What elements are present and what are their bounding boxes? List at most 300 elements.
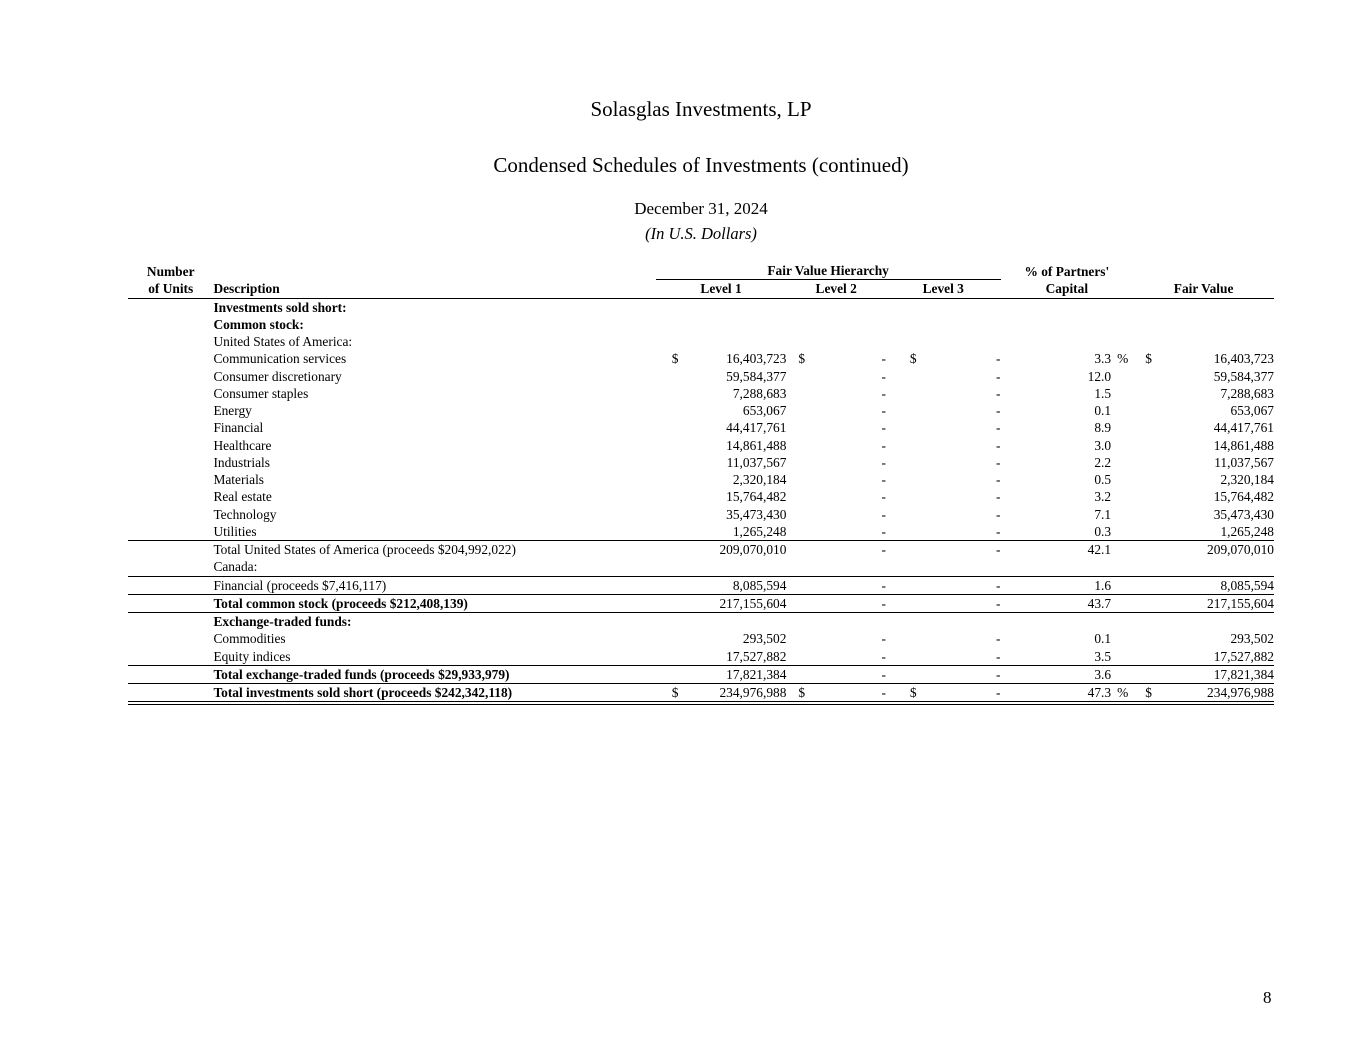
currency-sign [886, 419, 914, 436]
units-value [128, 665, 213, 683]
percent-sign [1111, 523, 1133, 541]
units-header-line2: of Units [128, 280, 213, 298]
level3-value [914, 298, 1000, 316]
level2-value [814, 333, 886, 350]
row-label: United States of America: [213, 334, 353, 349]
percent-value: 3.6 [1001, 665, 1112, 683]
currency-sign [886, 558, 914, 576]
row-label: Exchange-traded funds: [213, 614, 352, 629]
percent-sign [1111, 316, 1133, 333]
row-label: Communication services [213, 351, 347, 367]
percent-sign [1111, 488, 1133, 505]
currency-sign [886, 594, 914, 612]
level3-value: - [996, 403, 1001, 418]
currency-sign [786, 368, 813, 385]
percent-value: 0.3 [1094, 523, 1112, 539]
table-row [128, 684, 1274, 704]
currency-sign [656, 419, 681, 436]
percent-sign [1111, 630, 1133, 647]
currency-sign [1133, 298, 1161, 316]
fair-value: 217,155,604 [1161, 594, 1274, 612]
table-row [128, 523, 1274, 541]
level2-value: - [881, 523, 886, 539]
percent-sign [1111, 437, 1133, 454]
fair-value: 209,070,010 [1161, 541, 1274, 559]
table-row [128, 576, 1274, 594]
currency-sign [886, 523, 914, 541]
currency-sign [656, 523, 681, 541]
schedule-body [128, 298, 1274, 703]
level3-value: - [914, 665, 1000, 683]
level3-value: - [914, 541, 1000, 559]
level3-header: Level 3 [886, 280, 1001, 298]
units-value [128, 613, 213, 631]
row-label: Canada: [213, 559, 258, 575]
row-label: Utilities [213, 523, 257, 539]
row-label: Financial [213, 420, 264, 436]
currency-sign [886, 488, 914, 505]
units-value [128, 333, 213, 350]
currency-sign [886, 368, 914, 385]
level3-value: - [996, 648, 1001, 664]
table-row [128, 471, 1274, 488]
currency-sign [1133, 576, 1161, 594]
level3-value: - [996, 351, 1001, 367]
currency-sign [786, 385, 813, 402]
currency-sign [656, 488, 681, 505]
level2-value: - [881, 420, 886, 436]
currency-sign [1133, 368, 1161, 385]
level2-value: - [881, 351, 886, 367]
table-row [128, 454, 1274, 471]
level1-value [681, 558, 787, 576]
row-label: Consumer discretionary [213, 368, 342, 384]
currency-note: (In U.S. Dollars) [645, 224, 757, 243]
currency-sign [886, 298, 914, 316]
fair-value: 17,527,882 [1213, 648, 1274, 664]
fair-value: 17,821,384 [1161, 665, 1274, 683]
level1-value [681, 613, 787, 631]
currency-sign [1133, 506, 1161, 523]
table-row [128, 630, 1274, 647]
row-label: Real estate [213, 489, 272, 505]
currency-sign [786, 558, 813, 576]
currency-sign [786, 594, 813, 612]
table-row [128, 333, 1274, 350]
units-value [128, 419, 213, 436]
currency-sign [656, 298, 681, 316]
currency-sign [886, 454, 914, 471]
currency-sign [1133, 419, 1161, 436]
currency-sign [786, 419, 813, 436]
table-row [128, 368, 1274, 385]
page-title: Solasglas Investments, LP [590, 97, 812, 121]
level3-value: - [996, 437, 1001, 453]
level1-header: Level 1 [656, 280, 787, 298]
row-label: Total common stock (proceeds $212,408,139) [213, 594, 655, 612]
percent-value: 42.1 [1001, 541, 1112, 559]
header-spacer [213, 262, 655, 280]
percent-sign [1111, 648, 1133, 666]
percent-value: 3.3 [1094, 351, 1112, 367]
currency-sign [786, 541, 813, 559]
currency-sign [786, 630, 813, 647]
percent-value: 8.9 [1094, 420, 1112, 436]
table-row [128, 298, 1274, 316]
currency-sign [886, 316, 914, 333]
percent-value: 3.2 [1094, 489, 1112, 505]
currency-sign [656, 385, 681, 402]
currency-sign [656, 541, 681, 559]
description-header: Description [213, 280, 655, 298]
table-row [128, 385, 1274, 402]
units-value [128, 506, 213, 523]
units-value [128, 385, 213, 402]
fair-value: 653,067 [1230, 403, 1274, 418]
currency-sign [1133, 333, 1161, 350]
currency-sign [786, 437, 813, 454]
percent-sign [1111, 471, 1133, 488]
page-subtitle: Condensed Schedules of Investments (continued) [493, 153, 909, 177]
report-date: December 31, 2024 [634, 199, 768, 218]
currency-sign [656, 665, 681, 683]
level2-value: - [881, 454, 886, 470]
fair-value: 14,861,488 [1213, 437, 1274, 453]
percent-sign [1111, 665, 1133, 683]
level2-value: - [881, 631, 886, 647]
fair-value [1161, 316, 1274, 333]
currency-sign [1133, 630, 1161, 647]
table-row [128, 488, 1274, 505]
level1-value: 59,584,377 [726, 368, 787, 384]
header-spacer [1133, 262, 1274, 280]
units-value [128, 576, 213, 594]
percent-value: 2.2 [1094, 454, 1112, 470]
percent-value [1001, 333, 1112, 350]
header-row-columns [128, 280, 1274, 298]
percent-sign [1111, 385, 1133, 402]
level3-value [914, 316, 1000, 333]
percent-sign: % [1111, 684, 1133, 704]
fair-value: 293,502 [1230, 631, 1274, 647]
fair-value: 15,764,482 [1213, 489, 1274, 505]
currency-sign [786, 648, 813, 666]
fair-value: 1,265,248 [1220, 523, 1274, 539]
currency-sign [786, 333, 813, 350]
level3-value: - [914, 684, 1000, 704]
row-label: Energy [213, 403, 252, 418]
currency-sign [886, 576, 914, 594]
row-label: Investments sold short: [213, 299, 347, 315]
level2-value: - [881, 368, 886, 384]
percent-value: 43.7 [1001, 594, 1112, 612]
percent-value: 0.5 [1094, 472, 1112, 487]
level3-value: - [914, 594, 1000, 612]
units-value [128, 402, 213, 419]
percent-sign: % [1117, 351, 1129, 367]
units-value [128, 298, 213, 316]
units-value [128, 454, 213, 471]
units-value [128, 523, 213, 541]
currency-sign [886, 506, 914, 523]
level1-value: 1,265,248 [732, 523, 787, 539]
units-value [128, 488, 213, 505]
currency-sign [886, 385, 914, 402]
level2-value: - [881, 385, 886, 401]
currency-sign [656, 471, 681, 488]
fair-value: 35,473,430 [1213, 506, 1274, 522]
level1-value: 14,861,488 [726, 437, 787, 453]
level2-value: - [814, 576, 886, 594]
currency-sign [886, 648, 914, 666]
percent-sign [1111, 613, 1133, 631]
level1-value: 217,155,604 [681, 594, 787, 612]
units-value [128, 541, 213, 559]
table-row [128, 506, 1274, 523]
currency-sign [1133, 594, 1161, 612]
currency-sign [886, 437, 914, 454]
level2-value [814, 613, 886, 631]
currency-sign [786, 665, 813, 683]
table-row [128, 316, 1274, 333]
currency-sign [1133, 665, 1161, 683]
level1-value: 17,527,882 [726, 648, 787, 664]
level1-value: 35,473,430 [726, 506, 787, 522]
fair-value [1161, 298, 1274, 316]
units-value [128, 684, 213, 704]
level3-value [914, 333, 1000, 350]
partners-capital-header-line1: % of Partners' [1024, 263, 1110, 279]
units-value [128, 437, 213, 454]
units-value [128, 471, 213, 488]
currency-sign [656, 630, 681, 647]
percent-value: 3.0 [1094, 437, 1112, 453]
units-value [128, 350, 213, 367]
currency-sign [786, 613, 813, 631]
currency-sign [886, 541, 914, 559]
level3-value: - [996, 420, 1001, 436]
fair-value [1161, 333, 1274, 350]
currency-sign [886, 402, 914, 419]
currency-sign [1133, 385, 1161, 402]
units-value [128, 594, 213, 612]
level3-value: - [996, 631, 1001, 647]
currency-sign [786, 523, 813, 541]
level1-value: 293,502 [742, 631, 787, 647]
fair-value: 8,085,594 [1161, 576, 1274, 594]
page-number: 8 [1263, 988, 1272, 1007]
investment-schedule-table [128, 262, 1274, 705]
currency-sign [1133, 488, 1161, 505]
level1-value: 7,288,683 [732, 385, 787, 401]
header-row-group [128, 262, 1274, 280]
level2-value: - [881, 472, 886, 487]
percent-sign [1111, 594, 1133, 612]
level1-value: 8,085,594 [681, 576, 787, 594]
units-header-line1: Number [146, 263, 195, 279]
level1-value: 11,037,567 [726, 454, 787, 470]
level1-value: 234,976,988 [681, 684, 787, 704]
currency-sign [786, 488, 813, 505]
row-label: Equity indices [213, 648, 291, 664]
currency-sign [1133, 402, 1161, 419]
currency-sign: $ [798, 351, 806, 367]
currency-sign: $ [886, 684, 914, 704]
currency-sign [656, 402, 681, 419]
level3-value: - [996, 454, 1001, 470]
percent-sign [1111, 333, 1133, 350]
percent-sign [1111, 454, 1133, 471]
fair-value: 16,403,723 [1213, 351, 1274, 367]
level1-value: 16,403,723 [726, 351, 787, 367]
document-page [128, 0, 1274, 705]
currency-sign: $ [656, 684, 681, 704]
percent-value [1001, 316, 1112, 333]
row-label: Total United States of America (proceeds $204,992,022) [213, 541, 655, 559]
currency-sign [656, 454, 681, 471]
currency-sign [786, 576, 813, 594]
fair-value-hierarchy-header: Fair Value Hierarchy [656, 262, 1001, 280]
currency-sign [656, 333, 681, 350]
fair-value: 59,584,377 [1213, 368, 1274, 384]
currency-sign [786, 506, 813, 523]
currency-sign [886, 471, 914, 488]
row-label: Industrials [213, 454, 270, 470]
fair-value: 234,976,988 [1161, 684, 1274, 704]
currency-sign [1133, 316, 1161, 333]
percent-value: 1.5 [1094, 385, 1112, 401]
units-value [128, 648, 213, 666]
fair-value: 11,037,567 [1214, 454, 1274, 470]
units-value [128, 630, 213, 647]
currency-sign [656, 576, 681, 594]
currency-sign [656, 368, 681, 385]
level3-value: - [996, 385, 1001, 401]
table-row [128, 648, 1274, 666]
level1-value: 44,417,761 [726, 420, 787, 436]
currency-sign [886, 630, 914, 647]
level1-value: 17,821,384 [681, 665, 787, 683]
currency-sign [1133, 541, 1161, 559]
level2-value [814, 558, 886, 576]
percent-sign [1111, 558, 1133, 576]
currency-sign [1133, 558, 1161, 576]
currency-sign: $ [1145, 351, 1152, 367]
currency-sign [656, 558, 681, 576]
row-label: Technology [213, 506, 277, 522]
table-row [128, 665, 1274, 683]
currency-sign: $ [671, 351, 679, 367]
level2-header: Level 2 [786, 280, 886, 298]
currency-sign [656, 506, 681, 523]
row-label: Materials [213, 472, 265, 487]
level1-value [681, 333, 787, 350]
level3-value: - [914, 576, 1000, 594]
level1-value: 653,067 [742, 403, 787, 418]
percent-sign [1111, 368, 1133, 385]
row-label: Common stock: [213, 316, 304, 332]
fair-value: 44,417,761 [1213, 420, 1274, 436]
level2-value [814, 298, 886, 316]
units-value [128, 368, 213, 385]
row-label: Consumer staples [213, 385, 309, 401]
level3-value [914, 613, 1000, 631]
currency-sign [886, 665, 914, 683]
table-row [128, 558, 1274, 576]
fair-value [1161, 558, 1274, 576]
currency-sign [656, 437, 681, 454]
fair-value-header: Fair Value [1133, 280, 1274, 298]
table-row [128, 402, 1274, 419]
table-row [128, 419, 1274, 436]
percent-value: 1.6 [1001, 576, 1112, 594]
level3-value [914, 558, 1000, 576]
level3-value: - [996, 472, 1001, 487]
level3-value: - [996, 523, 1001, 539]
level1-value: 209,070,010 [681, 541, 787, 559]
partners-capital-header-line2: Capital [1001, 280, 1134, 298]
table-row [128, 541, 1274, 559]
level2-value: - [814, 665, 886, 683]
table-row [128, 594, 1274, 612]
level1-value: 2,320,184 [732, 472, 787, 487]
percent-sign [1111, 419, 1133, 436]
percent-value: 3.5 [1094, 648, 1112, 664]
currency-sign [656, 648, 681, 666]
currency-sign [786, 298, 813, 316]
level1-value: 15,764,482 [726, 489, 787, 505]
currency-sign [1133, 648, 1161, 666]
percent-value: 7.1 [1094, 506, 1112, 522]
percent-value [1001, 613, 1112, 631]
percent-value [1001, 298, 1112, 316]
level1-value [681, 316, 787, 333]
currency-sign: $ [786, 684, 813, 704]
table-row [128, 613, 1274, 631]
level1-value [681, 298, 787, 316]
percent-value [1001, 558, 1112, 576]
table-row [128, 350, 1274, 367]
currency-sign [1133, 523, 1161, 541]
currency-sign [656, 613, 681, 631]
row-label: Total investments sold short (proceeds $242,342,118) [213, 684, 655, 704]
percent-value: 0.1 [1094, 631, 1112, 647]
row-label: Commodities [213, 631, 286, 647]
currency-sign [656, 316, 681, 333]
percent-sign [1111, 402, 1133, 419]
units-value [128, 316, 213, 333]
level3-value: - [996, 506, 1001, 522]
currency-sign: $ [909, 351, 917, 367]
currency-sign [1133, 454, 1161, 471]
percent-value: 12.0 [1087, 368, 1112, 384]
currency-sign [886, 613, 914, 631]
level3-value: - [996, 489, 1001, 505]
currency-sign [786, 454, 813, 471]
percent-sign [1111, 541, 1133, 559]
level2-value: - [814, 684, 886, 704]
currency-sign [786, 471, 813, 488]
percent-sign [1111, 576, 1133, 594]
level2-value: - [814, 594, 886, 612]
level2-value: - [881, 403, 886, 418]
currency-sign [786, 402, 813, 419]
percent-value: 0.1 [1094, 403, 1112, 418]
fair-value: 7,288,683 [1220, 385, 1274, 401]
units-value [128, 558, 213, 576]
fair-value: 2,320,184 [1220, 472, 1274, 487]
level2-value: - [881, 489, 886, 505]
